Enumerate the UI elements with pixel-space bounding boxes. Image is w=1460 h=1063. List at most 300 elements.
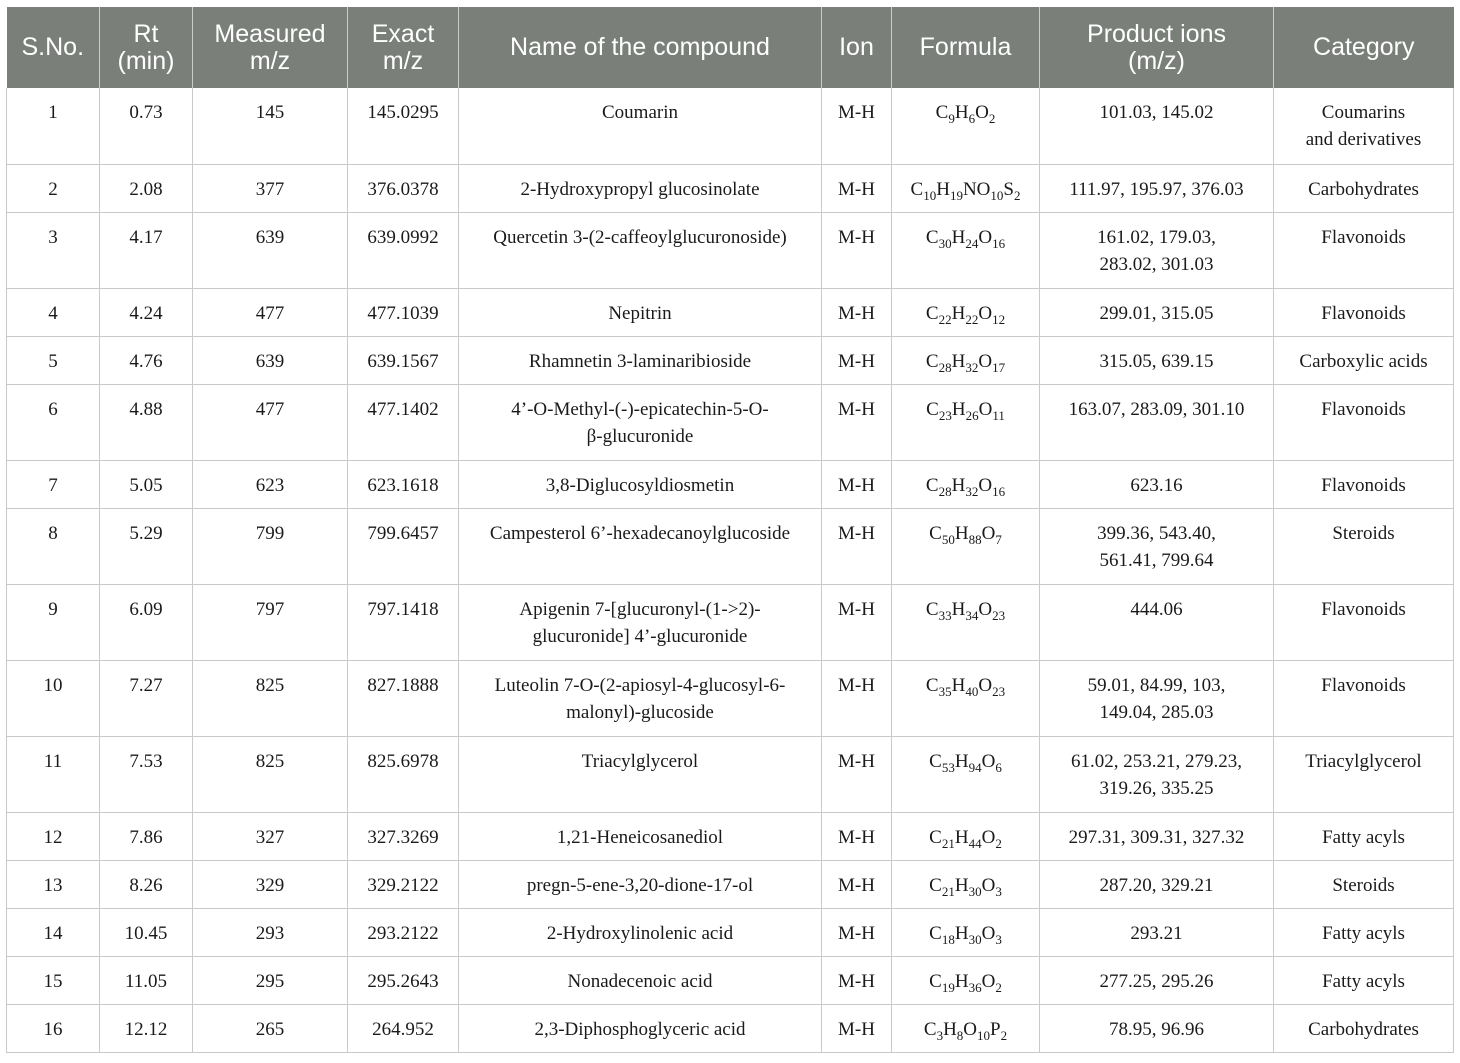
formula-element: C (925, 350, 939, 372)
exact-mz-cell: 825.6978 (348, 736, 459, 812)
header-line: Ion (839, 33, 874, 61)
product-ions-cell (1040, 508, 1274, 584)
compound-name-cell-line: Triacylglycerol (581, 750, 699, 772)
compound-name-cell (459, 1004, 822, 1052)
sno-cell: 1 (7, 88, 100, 164)
category-cell (1274, 736, 1454, 812)
compound-name-cell-line: Rhamnetin 3-laminaribioside (528, 350, 752, 372)
formula-subscript: 28 (938, 483, 952, 499)
sno-cell: 2 (7, 164, 100, 212)
product-ions-cell (1040, 212, 1274, 288)
ion-cell: M-H (822, 584, 892, 660)
compound-name-cell-line: Coumarin (602, 102, 678, 123)
table-row (7, 508, 1454, 584)
category-cell (1274, 660, 1454, 736)
exact-mz-cell: 327.3269 (348, 812, 459, 860)
rt-cell: 7.86 (100, 812, 193, 860)
formula-subscript: 2 (1013, 187, 1021, 203)
formula-subscript: 12 (992, 311, 1006, 327)
formula-subscript: 88 (968, 531, 982, 547)
product-ions-cell-line: 283.02, 301.03 (1099, 253, 1214, 275)
rt-header (100, 7, 193, 88)
formula-element: O (978, 398, 993, 420)
ion-cell: M-H (822, 336, 892, 384)
rt-cell: 4.17 (100, 212, 193, 288)
compound-name-cell (459, 336, 822, 384)
formula-subscript: 36 (968, 979, 982, 995)
category-cell-line: Flavonoids (1321, 302, 1406, 324)
category-cell-line: Flavonoids (1321, 674, 1406, 696)
sno-cell: 6 (7, 384, 100, 460)
formula-subscript: 23 (938, 407, 952, 423)
exact-mz-cell: 145.0295 (348, 88, 459, 164)
ion-cell: M-H (822, 860, 892, 908)
formula-element: O (978, 474, 993, 496)
formula-element: H (954, 102, 969, 123)
compound-name-cell-line: Nonadecenoic acid (567, 970, 713, 992)
formula-subscript: 2 (995, 835, 1002, 851)
product-ions-header (1040, 7, 1274, 88)
formula-subscript: 23 (992, 607, 1006, 623)
product-ions-cell-line: 287.20, 329.21 (1099, 874, 1214, 896)
formula-element: O (981, 522, 996, 544)
table-row (7, 736, 1454, 812)
table-row (7, 164, 1454, 212)
compound-name-cell (459, 508, 822, 584)
ion-cell: M-H (822, 908, 892, 956)
table-row (7, 660, 1454, 736)
formula-subscript: 50 (941, 531, 955, 547)
exact-mz-cell: 295.2643 (348, 956, 459, 1004)
formula-subscript: 6 (968, 110, 976, 126)
header-row (7, 7, 1454, 88)
table-body (7, 88, 1454, 1052)
compound-name-cell-line: 2-Hydroxylinolenic acid (546, 922, 734, 944)
measured-mz-cell: 293 (193, 908, 348, 956)
formula-element: H (954, 522, 969, 544)
sno-cell: 8 (7, 508, 100, 584)
formula-subscript: 3 (936, 1027, 944, 1043)
formula-element: O (981, 874, 996, 896)
formula-subscript: 53 (941, 759, 955, 775)
formula-subscript: 3 (995, 931, 1002, 947)
ion-cell: M-H (822, 288, 892, 336)
formula-subscript: 22 (938, 311, 952, 327)
formula-element: C (925, 302, 939, 324)
formula-cell (892, 660, 1040, 736)
product-ions-cell (1040, 660, 1274, 736)
compound-name-cell (459, 212, 822, 288)
formula-element: C (929, 922, 942, 944)
category-cell-line: Flavonoids (1321, 598, 1406, 620)
sno-cell: 4 (7, 288, 100, 336)
formula-subscript: 16 (992, 235, 1006, 251)
category-cell-line: Flavonoids (1321, 474, 1406, 496)
category-cell-line: Steroids (1332, 522, 1395, 544)
formula-subscript: 10 (990, 187, 1004, 203)
formula-element: C (935, 102, 949, 123)
ion-cell: M-H (822, 384, 892, 460)
formula-element: C (925, 674, 939, 696)
compound-name-cell (459, 88, 822, 164)
compound-name-cell-line: glucuronide] 4’-glucuronide (532, 625, 748, 647)
compound-name-cell-line: Luteolin 7-O-(2-apiosyl-4-glucosyl-6- (494, 674, 786, 696)
formula-subscript: 30 (968, 883, 982, 899)
formula-subscript: 19 (949, 187, 963, 203)
formula-subscript: 16 (992, 483, 1006, 499)
formula-element: O (978, 350, 993, 372)
sno-header (7, 7, 100, 88)
compound-name-cell-line: 2,3-Diphosphoglyceric acid (534, 1018, 746, 1040)
formula-subscript: 40 (965, 683, 979, 699)
measured-mz-cell: 639 (193, 336, 348, 384)
compound-name-cell (459, 384, 822, 460)
measured-mz-cell: 329 (193, 860, 348, 908)
product-ions-cell (1040, 88, 1274, 164)
product-ions-cell-line: 299.01, 315.05 (1099, 302, 1214, 324)
header-line: (min) (117, 46, 175, 75)
product-ions-cell (1040, 164, 1274, 212)
category-cell (1274, 584, 1454, 660)
formula-subscript: 2 (988, 110, 996, 126)
formula-subscript: 44 (968, 835, 982, 851)
rt-cell: 11.05 (100, 956, 193, 1004)
product-ions-cell-line: 315.05, 639.15 (1099, 350, 1214, 372)
formula-subscript: 11 (992, 407, 1005, 423)
formula-cell (892, 288, 1040, 336)
product-ions-cell (1040, 336, 1274, 384)
formula-subscript: 94 (968, 759, 982, 775)
compound-name-cell-line: 4’-O-Methyl-(-)-epicatechin-5-O- (511, 398, 769, 420)
compound-name-header (459, 7, 822, 88)
ion-cell: M-H (822, 736, 892, 812)
exact-mz-cell: 639.1567 (348, 336, 459, 384)
ion-cell: M-H (822, 460, 892, 508)
formula-subscript: 30 (968, 931, 982, 947)
rt-cell: 2.08 (100, 164, 193, 212)
category-cell-line: Fatty acyls (1322, 970, 1405, 992)
formula-subscript: 10 (977, 1027, 991, 1043)
header-line: Category (1313, 33, 1415, 61)
formula-element: H (954, 970, 969, 992)
formula-subscript: 9 (948, 110, 955, 126)
category-cell (1274, 860, 1454, 908)
compound-name-cell (459, 164, 822, 212)
formula-element: H (954, 750, 969, 772)
formula-subscript: 10 (923, 187, 937, 203)
product-ions-cell-line: 297.31, 309.31, 327.32 (1068, 826, 1245, 848)
header-line: Name of the compound (510, 33, 770, 61)
formula-cell (892, 384, 1040, 460)
rt-cell: 10.45 (100, 908, 193, 956)
exact-mz-cell: 799.6457 (348, 508, 459, 584)
product-ions-cell (1040, 956, 1274, 1004)
category-cell (1274, 336, 1454, 384)
formula-cell (892, 860, 1040, 908)
category-cell (1274, 508, 1454, 584)
formula-element: H (954, 922, 969, 944)
header-line: Measured (214, 19, 326, 48)
formula-subscript: 33 (938, 607, 952, 623)
formula-cell (892, 164, 1040, 212)
category-cell-line: Fatty acyls (1322, 922, 1405, 944)
formula-subscript: 2 (995, 979, 1002, 995)
formula-cell (892, 956, 1040, 1004)
measured-mz-header (193, 7, 348, 88)
product-ions-cell (1040, 812, 1274, 860)
formula-subscript: 8 (956, 1027, 964, 1043)
formula-subscript: 7 (995, 531, 1002, 547)
exact-mz-cell: 376.0378 (348, 164, 459, 212)
exact-mz-cell: 827.1888 (348, 660, 459, 736)
compound-name-cell-line: pregn-5-ene-3,20-dione-17-ol (526, 874, 754, 896)
formula-element: C (926, 398, 939, 420)
table-row (7, 288, 1454, 336)
formula-cell (892, 908, 1040, 956)
category-cell-line: Flavonoids (1321, 226, 1406, 248)
formula-cell (892, 336, 1040, 384)
rt-cell: 5.29 (100, 508, 193, 584)
formula-element: O (981, 826, 996, 848)
compound-name-cell-line: 2-Hydroxypropyl glucosinolate (520, 178, 760, 200)
product-ions-cell (1040, 1004, 1274, 1052)
compound-name-cell-line: Quercetin 3-(2-caffeoylglucuronoside) (493, 226, 787, 248)
sno-cell: 15 (7, 956, 100, 1004)
formula-subscript: 2 (1000, 1027, 1008, 1043)
measured-mz-cell: 825 (193, 736, 348, 812)
ion-header (822, 7, 892, 88)
exact-mz-cell: 264.952 (348, 1004, 459, 1052)
exact-mz-cell: 639.0992 (348, 212, 459, 288)
compound-name-cell (459, 860, 822, 908)
category-cell (1274, 212, 1454, 288)
product-ions-cell-line: 149.04, 285.03 (1099, 701, 1214, 723)
formula-element: C (925, 598, 939, 620)
measured-mz-cell: 145 (193, 88, 348, 164)
compound-name-cell (459, 812, 822, 860)
formula-element: H (936, 178, 950, 200)
rt-cell: 4.88 (100, 384, 193, 460)
formula-subscript: 21 (941, 835, 955, 851)
product-ions-cell-line: 399.36, 543.40, (1097, 522, 1216, 544)
product-ions-cell-line: 59.01, 84.99, 103, (1087, 674, 1226, 696)
measured-mz-cell: 799 (193, 508, 348, 584)
category-cell (1274, 460, 1454, 508)
product-ions-cell-line: 101.03, 145.02 (1099, 102, 1214, 123)
formula-element: O (981, 970, 996, 992)
table-row (7, 384, 1454, 460)
measured-mz-cell: 327 (193, 812, 348, 860)
formula-subscript: 34 (965, 607, 979, 623)
compound-name-cell (459, 908, 822, 956)
rt-cell: 7.27 (100, 660, 193, 736)
rt-cell: 0.73 (100, 88, 193, 164)
table-row (7, 460, 1454, 508)
category-cell-line: Triacylglycerol (1305, 750, 1422, 772)
formula-element: C (929, 522, 942, 544)
product-ions-cell (1040, 384, 1274, 460)
rt-cell: 6.09 (100, 584, 193, 660)
sno-cell: 7 (7, 460, 100, 508)
exact-mz-header (348, 7, 459, 88)
compound-name-cell-line: malonyl)-glucoside (566, 701, 714, 723)
exact-mz-cell: 797.1418 (348, 584, 459, 660)
table-row (7, 812, 1454, 860)
formula-subscript: 24 (965, 235, 979, 251)
table-row (7, 860, 1454, 908)
formula-subscript: 35 (938, 683, 952, 699)
formula-element: C (929, 750, 942, 772)
rt-cell: 12.12 (100, 1004, 193, 1052)
header-line: Product ions (1087, 19, 1226, 48)
category-cell (1274, 908, 1454, 956)
category-cell-line: Carbohydrates (1308, 178, 1419, 200)
compound-name-cell (459, 460, 822, 508)
formula-element: O (975, 102, 989, 123)
table-row (7, 212, 1454, 288)
compound-name-cell-line: Nepitrin (608, 302, 672, 324)
table-row (7, 1004, 1454, 1052)
ion-cell: M-H (822, 212, 892, 288)
sno-cell: 13 (7, 860, 100, 908)
category-cell (1274, 288, 1454, 336)
measured-mz-cell: 623 (193, 460, 348, 508)
formula-subscript: 6 (995, 759, 1002, 775)
measured-mz-cell: 477 (193, 288, 348, 336)
table-row (7, 908, 1454, 956)
category-cell (1274, 164, 1454, 212)
formula-element: O (978, 674, 993, 696)
sno-cell: 9 (7, 584, 100, 660)
formula-cell (892, 460, 1040, 508)
formula-element: C (929, 874, 942, 896)
formula-element: H (951, 474, 966, 496)
exact-mz-cell: 477.1402 (348, 384, 459, 460)
table-row (7, 584, 1454, 660)
table-header (7, 7, 1454, 88)
rt-cell: 7.53 (100, 736, 193, 812)
product-ions-cell-line: 111.97, 195.97, 376.03 (1069, 178, 1244, 200)
table-row (7, 336, 1454, 384)
formula-element: O (978, 598, 993, 620)
header-line: (m/z) (1128, 46, 1185, 75)
measured-mz-cell: 639 (193, 212, 348, 288)
category-cell-line: Steroids (1332, 874, 1395, 896)
compound-name-cell-line: Apigenin 7-[glucuronyl-(1->2)- (519, 598, 761, 620)
rt-cell: 4.76 (100, 336, 193, 384)
formula-element: C (925, 226, 939, 248)
formula-element: C (929, 826, 942, 848)
formula-subscript: 28 (938, 359, 952, 375)
measured-mz-cell: 295 (193, 956, 348, 1004)
formula-element: O (978, 226, 993, 248)
product-ions-cell-line: 163.07, 283.09, 301.10 (1068, 398, 1245, 420)
compound-name-cell (459, 956, 822, 1004)
measured-mz-cell: 825 (193, 660, 348, 736)
category-cell (1274, 812, 1454, 860)
measured-mz-cell: 477 (193, 384, 348, 460)
formula-element: H (954, 826, 969, 848)
category-cell-line: Carboxylic acids (1299, 350, 1428, 372)
product-ions-cell-line: 293.21 (1130, 922, 1183, 944)
compound-name-cell (459, 288, 822, 336)
product-ions-cell (1040, 288, 1274, 336)
formula-element: P (990, 1018, 1001, 1040)
product-ions-cell (1040, 736, 1274, 812)
formula-subscript: 22 (965, 311, 979, 327)
exact-mz-cell: 623.1618 (348, 460, 459, 508)
header-line: m/z (249, 46, 291, 75)
rt-cell: 4.24 (100, 288, 193, 336)
header-line: Exact (371, 19, 435, 48)
ion-cell: M-H (822, 812, 892, 860)
sno-cell: 10 (7, 660, 100, 736)
exact-mz-cell: 293.2122 (348, 908, 459, 956)
category-cell-line: Flavonoids (1321, 398, 1406, 420)
formula-cell (892, 584, 1040, 660)
compound-name-cell-line: 1,21-Heneicosanediol (556, 826, 724, 848)
formula-element: C (923, 1018, 937, 1040)
table-row (7, 956, 1454, 1004)
ion-cell: M-H (822, 508, 892, 584)
product-ions-cell (1040, 584, 1274, 660)
category-cell (1274, 88, 1454, 164)
product-ions-cell-line: 444.06 (1130, 598, 1183, 620)
category-cell (1274, 956, 1454, 1004)
product-ions-cell (1040, 908, 1274, 956)
formula-subscript: 32 (965, 359, 979, 375)
exact-mz-cell: 329.2122 (348, 860, 459, 908)
ion-cell: M-H (822, 164, 892, 212)
formula-element: C (929, 970, 942, 992)
product-ions-cell-line: 61.02, 253.21, 279.23, (1071, 750, 1242, 772)
product-ions-cell-line: 561.41, 799.64 (1099, 549, 1214, 571)
compound-name-cell-line: Campesterol 6’-hexadecanoylglucoside (489, 522, 791, 544)
sno-cell: 16 (7, 1004, 100, 1052)
formula-element: NO (962, 178, 991, 200)
formula-element: H (951, 674, 966, 696)
formula-cell (892, 736, 1040, 812)
category-cell (1274, 384, 1454, 460)
compound-table (6, 7, 1454, 1053)
compound-name-cell (459, 660, 822, 736)
formula-cell (892, 212, 1040, 288)
category-header (1274, 7, 1454, 88)
formula-cell (892, 88, 1040, 164)
formula-element: H (951, 598, 966, 620)
compound-name-cell (459, 736, 822, 812)
formula-cell (892, 508, 1040, 584)
sno-cell: 11 (7, 736, 100, 812)
sno-cell: 5 (7, 336, 100, 384)
formula-element: O (981, 750, 996, 772)
compound-name-cell (459, 584, 822, 660)
rt-cell: 8.26 (100, 860, 193, 908)
header-line: S.No. (21, 33, 85, 61)
formula-subscript: 30 (938, 235, 952, 251)
formula-element: O (963, 1018, 978, 1040)
product-ions-cell-line: 277.25, 295.26 (1099, 970, 1214, 992)
measured-mz-cell: 797 (193, 584, 348, 660)
formula-element: O (981, 922, 996, 944)
product-ions-cell-line: 78.95, 96.96 (1109, 1018, 1204, 1040)
ion-cell: M-H (822, 956, 892, 1004)
header-line: m/z (382, 46, 424, 75)
formula-subscript: 19 (941, 979, 955, 995)
measured-mz-cell: 377 (193, 164, 348, 212)
compound-name-cell-line: 3,8-Diglucosyldiosmetin (545, 474, 735, 496)
formula-element: H (951, 226, 966, 248)
